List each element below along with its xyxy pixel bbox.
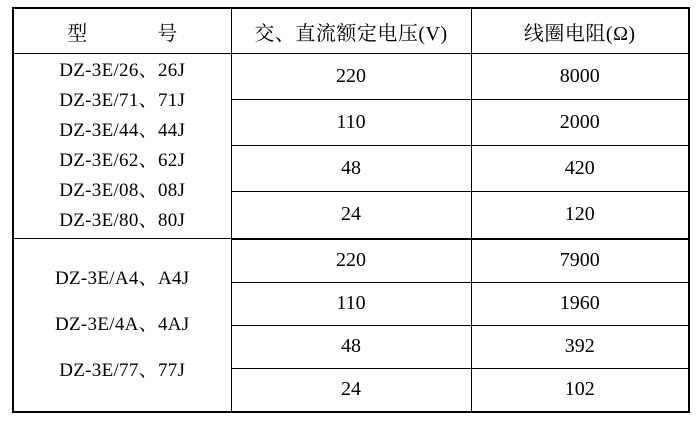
model-name: DZ-3E/77、77J (59, 359, 186, 381)
resistance-value: 420 (471, 146, 689, 192)
column-header-model: 型 号 (13, 8, 231, 54)
model-name: DZ-3E/08、08J (59, 180, 186, 201)
voltage-value: 48 (231, 146, 471, 192)
resistance-value: 1960 (471, 282, 689, 325)
table-row (13, 54, 689, 100)
model-name: DZ-3E/A4、A4J (55, 267, 190, 289)
voltage-value: 220 (231, 239, 471, 283)
resistance-value: 8000 (471, 54, 689, 100)
model-name: DZ-3E/62、62J (59, 150, 186, 171)
voltage-value: 110 (231, 282, 471, 325)
relay-specification-table (12, 7, 690, 413)
model-group-cell (13, 54, 231, 239)
voltage-value: 24 (231, 192, 471, 239)
resistance-value: 102 (471, 368, 689, 412)
model-name: DZ-3E/44、44J (59, 120, 186, 141)
resistance-value: 7900 (471, 239, 689, 283)
voltage-value: 48 (231, 325, 471, 368)
resistance-value: 120 (471, 192, 689, 239)
model-name: DZ-3E/4A、4AJ (55, 313, 190, 335)
model-name: DZ-3E/71、71J (59, 90, 186, 111)
column-header-resistance: 线圈电阻(Ω) (471, 8, 689, 54)
table-row (13, 239, 689, 283)
model-name: DZ-3E/80、80J (59, 210, 186, 231)
spec-table-sheet (0, 7, 700, 430)
resistance-value: 392 (471, 325, 689, 368)
resistance-value: 2000 (471, 100, 689, 146)
table-header-row (13, 8, 689, 54)
column-header-voltage: 交、直流额定电压(V) (231, 8, 471, 54)
voltage-value: 110 (231, 100, 471, 146)
voltage-value: 220 (231, 54, 471, 100)
model-name: DZ-3E/26、26J (59, 60, 186, 81)
model-group-cell (13, 239, 231, 412)
voltage-value: 24 (231, 368, 471, 412)
